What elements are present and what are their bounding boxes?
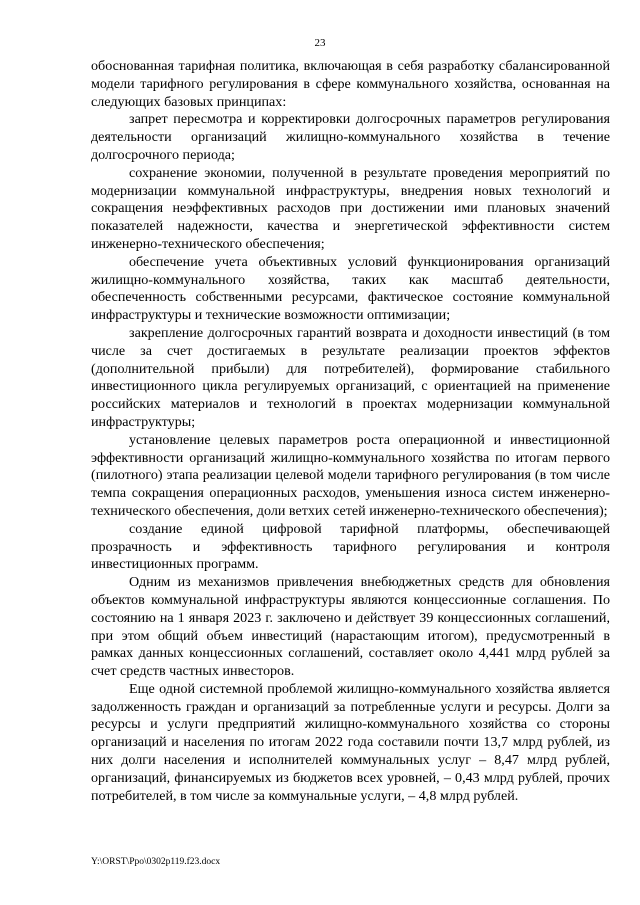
paragraph-principle-3: обеспечение учета объективных условий функционирования организаций жилищно-коммунального хозяйства, таких как масштаб деятельности, обеспеченность собственными ресурсами, фактическое состояние коммунальной инфраструктуры и технические возможности оптимизации; bbox=[91, 253, 610, 324]
paragraph-principle-1: запрет пересмотра и корректировки долгосрочных параметров регулирования деятельности организаций жилищно-коммунального хозяйства в течение долгосрочного периода; bbox=[91, 111, 610, 163]
paragraph-principle-5: установление целевых параметров роста операционной и инвестиционной эффективности организаций жилищно-коммунального хозяйства по итогам первого (пилотного) этапа реализации целевой модели тарифного регулирования (в том числе темпа сокращения операционных расходов, уменьшения износа систем инженерно-технического обеспечения, доли ветхих сетей инженерно-технического обеспечения); bbox=[91, 431, 610, 519]
paragraph-principle-4: закрепление долгосрочных гарантий возврата и доходности инвестиций (в том числе за счет достигаемых в результате реализации проектов эффектов (дополнительной прибыли) для потребителей), формирование стабильного инвестиционного цикла регулируемых организаций, с ориентацией на применение российских материалов и технологий в проектах модернизации коммунальной инфраструктуры; bbox=[91, 324, 610, 430]
paragraph-intro: обоснованная тарифная политика, включающая в себя разработку сбалансированной модели тарифного регулирования в сфере коммунального хозяйства, основанная на следующих базовых принципах: bbox=[91, 58, 610, 110]
paragraph-principle-6: создание единой цифровой тарифной платформы, обеспечивающей прозрачность и эффективность тарифного регулирования и контроля инвестиционных программ. bbox=[91, 520, 610, 573]
footer-file-path: Y:\ORST\Ppo\0302p119.f23.docx bbox=[91, 857, 221, 867]
page-number: 23 bbox=[314, 37, 326, 49]
paragraph-concessions: Одним из механизмов привлечения внебюджетных средств для обновления объектов коммунальной инфраструктуры являются концессионные соглашения. По состоянию на 1 января 2023 г. заключено и действует 39 концессионных соглашений, при этом общий объем инвестиций (нарастающим итогом), предусмотренный в рамках данных концессионных соглашений, составляет около 4,441 млрд рублей за счет средств частных инвесторов. bbox=[91, 574, 610, 680]
paragraph-principle-2: сохранение экономии, полученной в результате проведения мероприятий по модернизации коммунальной инфраструктуры, внедрения новых технологий и сокращения неэффективных расходов при достижении ими плановых значений показателей надежности, качества и энергетической эффективности систем инженерно-технического обеспечения; bbox=[91, 164, 610, 252]
document-body bbox=[91, 58, 610, 805]
paragraph-debt: Еще одной системной проблемой жилищно-коммунального хозяйства является задолженность граждан и организаций за потребленные услуги и ресурсы. Долги за ресурсы и услуги предприятий жилищно-коммунального хозяйства со стороны организаций и населения по итогам 2022 года составили почти 13,7 млрд рублей, из них долги населения и исполнителей коммунальных услуг – 8,47 млрд рублей, организаций, финансируемых из бюджетов всех уровней, – 0,43 млрд рублей, прочих потребителей, в том числе за коммунальные услуги, – 4,8 млрд рублей. bbox=[91, 680, 610, 804]
